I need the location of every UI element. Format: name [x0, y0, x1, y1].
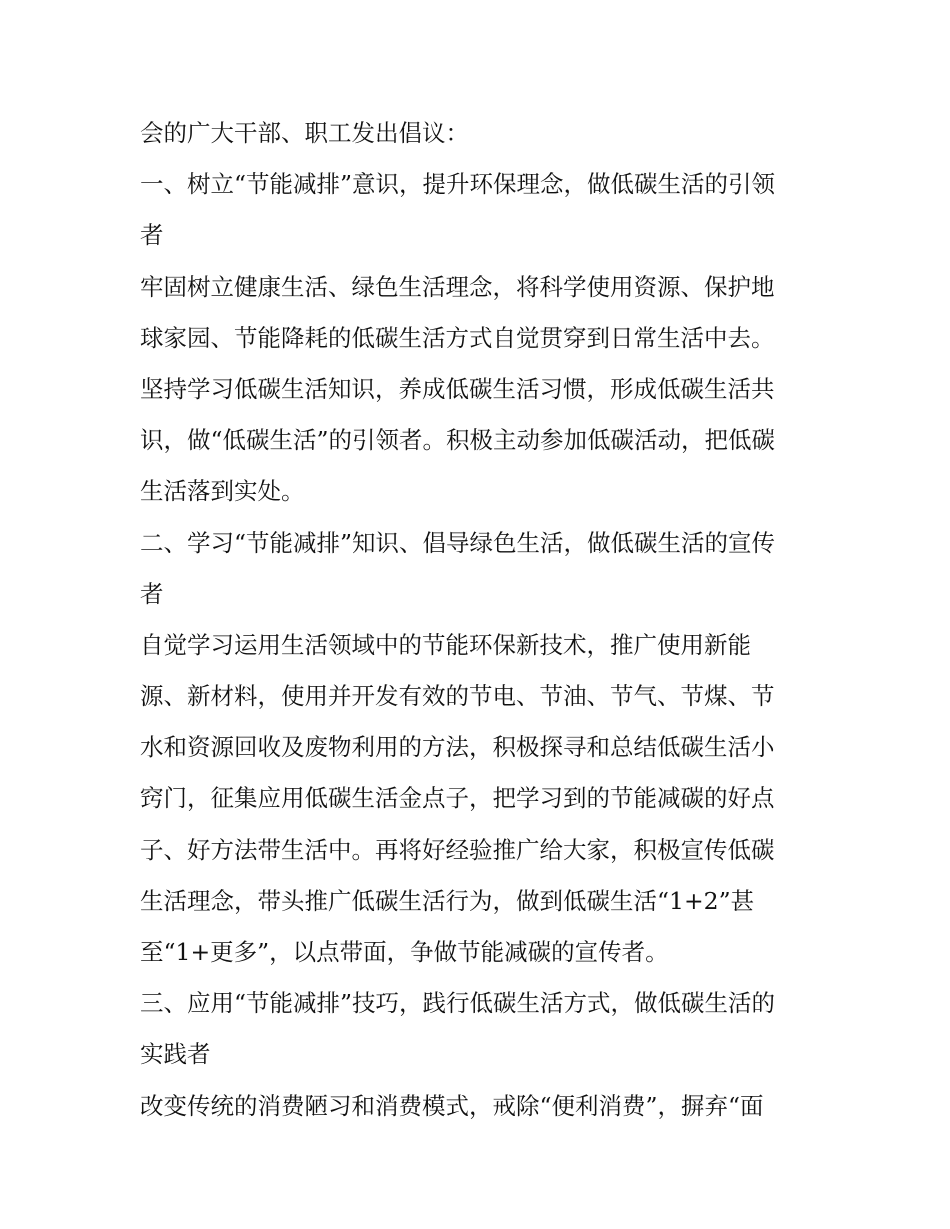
text-line: 坚持学习低碳生活知识，养成低碳生活习惯，形成低碳生活共	[140, 374, 775, 403]
text-line: 自觉学习运用生活领域中的节能环保新技术，推广使用新能	[140, 630, 751, 659]
text-line: 生活理念，带头推广低碳生活行为，做到低碳生活“1+2”甚	[140, 886, 755, 915]
section-heading-3: 三、应用“节能减排”技巧，践行低碳生活方式，做低碳生活的	[140, 989, 776, 1018]
text-line: 识，做“低碳生活”的引领者。积极主动参加低碳活动，把低碳	[140, 426, 776, 455]
text-line: 会的广大干部、职工发出倡议：	[140, 119, 469, 147]
section-heading-2-cont: 者	[140, 579, 164, 608]
text-line: 球家园、节能降耗的低碳生活方式自觉贯穿到日常生活中去。	[140, 323, 775, 352]
text-line: 水和资源回收及废物利用的方法，积极探寻和总结低碳生活小	[140, 733, 775, 762]
text-line: 生活落到实处。	[140, 477, 305, 506]
text-line: 牢固树立健康生活、绿色生活理念，将科学使用资源、保护地	[140, 272, 775, 301]
text-line: 源、新材料，使用并开发有效的节电、节油、节气、节煤、节	[140, 682, 775, 711]
text-line: 改变传统的消费陋习和消费模式，戒除“便利消费”，摒弃“面	[140, 1091, 764, 1120]
document-body	[140, 108, 830, 1132]
section-heading-2: 二、学习“节能减排”知识、倡导绿色生活，做低碳生活的宣传	[140, 528, 776, 557]
text-line: 窍门，征集应用低碳生活金点子，把学习到的节能减碳的好点	[140, 784, 775, 813]
section-heading-1-cont: 者	[140, 221, 164, 250]
section-heading-1: 一、树立“节能减排”意识，提升环保理念，做低碳生活的引领	[140, 170, 776, 199]
text-line: 至“1+更多”，以点带面，争做节能减碳的宣传者。	[140, 938, 669, 966]
section-heading-3-cont: 实践者	[140, 1040, 211, 1069]
text-line: 子、好方法带生活中。再将好经验推广给大家，积极宣传低碳	[140, 835, 775, 864]
